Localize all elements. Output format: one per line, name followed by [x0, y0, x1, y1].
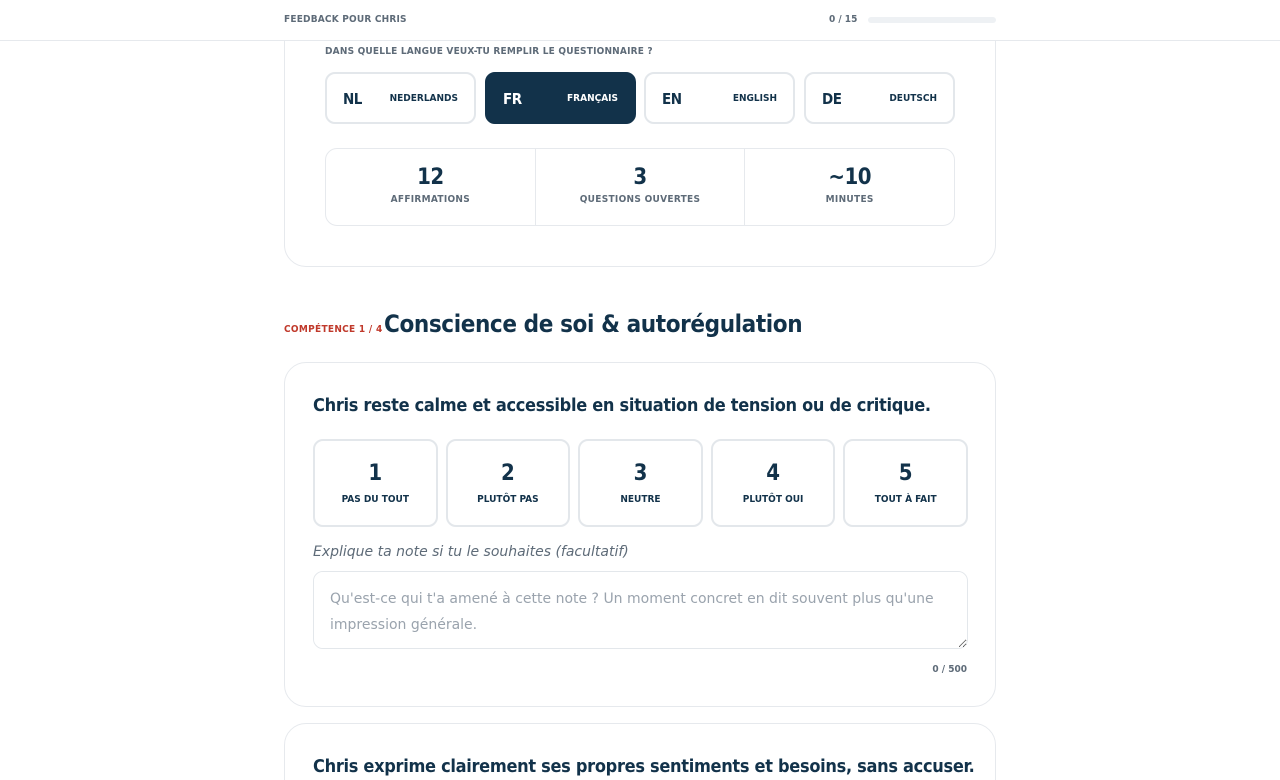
language-code: NL: [343, 90, 362, 108]
rating-number: 2: [501, 461, 515, 486]
language-option-en[interactable]: [644, 72, 795, 124]
language-code: DE: [822, 90, 842, 108]
rating-scale: [313, 439, 968, 527]
stat-label: MINUTES: [825, 194, 874, 205]
language-name: ENGLISH: [732, 93, 777, 104]
char-count: 0 / 500: [932, 664, 967, 675]
rating-label: PAS DU TOUT: [341, 494, 409, 505]
rating-number: 5: [898, 461, 913, 486]
question-text: Chris reste calme et accessible en situation de tension ou de critique.: [313, 395, 931, 416]
language-name: DEUTSCH: [889, 93, 937, 104]
stat-open-questions: [536, 149, 746, 225]
stat-label: AFFIRMATIONS: [390, 194, 471, 205]
explain-label: Explique ta note si tu le souhaites (facultatif): [313, 544, 629, 560]
question-card: [284, 362, 996, 707]
stat-value: 3: [633, 165, 647, 190]
top-bar: [0, 0, 1280, 41]
language-option-nl[interactable]: [325, 72, 476, 124]
language-name: FRANÇAIS: [567, 93, 618, 104]
page-title: FEEDBACK POUR CHRIS: [284, 14, 407, 25]
competence-tag: COMPÉTENCE 1 / 4: [284, 324, 383, 335]
rating-label: PLUTÔT OUI: [742, 494, 804, 505]
rating-option-1[interactable]: [313, 439, 438, 527]
question-card: [284, 723, 996, 780]
stats-panel: [325, 148, 955, 226]
rating-label: NEUTRE: [620, 494, 661, 505]
rating-label: TOUT À FAIT: [874, 494, 937, 505]
language-option-de[interactable]: [804, 72, 955, 124]
rating-number: 1: [368, 461, 383, 486]
rating-option-2[interactable]: [446, 439, 571, 527]
language-code: FR: [503, 90, 522, 108]
stat-label: QUESTIONS OUVERTES: [579, 194, 701, 205]
progress-bar: [868, 17, 996, 23]
rating-label: PLUTÔT PAS: [477, 494, 539, 505]
language-option-fr[interactable]: [485, 72, 636, 124]
progress-count: 0 / 15: [829, 14, 858, 25]
language-prompt: DANS QUELLE LANGUE VEUX-TU REMPLIR LE QUESTIONNAIRE ?: [325, 46, 653, 57]
rating-number: 3: [633, 461, 648, 486]
rating-number: 4: [766, 461, 780, 486]
competence-title: Conscience de soi & autorégulation: [384, 310, 803, 338]
rating-option-3[interactable]: [578, 439, 703, 527]
stat-minutes: [745, 149, 954, 225]
stat-affirmations: [326, 149, 536, 225]
language-name: NEDERLANDS: [389, 93, 458, 104]
explanation-textarea[interactable]: [313, 571, 968, 649]
rating-option-5[interactable]: [843, 439, 968, 527]
language-code: EN: [662, 90, 682, 108]
rating-option-4[interactable]: [711, 439, 836, 527]
stat-value: ~10: [828, 165, 871, 190]
question-text: Chris exprime clairement ses propres sentiments et besoins, sans accuser.: [313, 756, 975, 777]
stat-value: 12: [417, 165, 444, 190]
